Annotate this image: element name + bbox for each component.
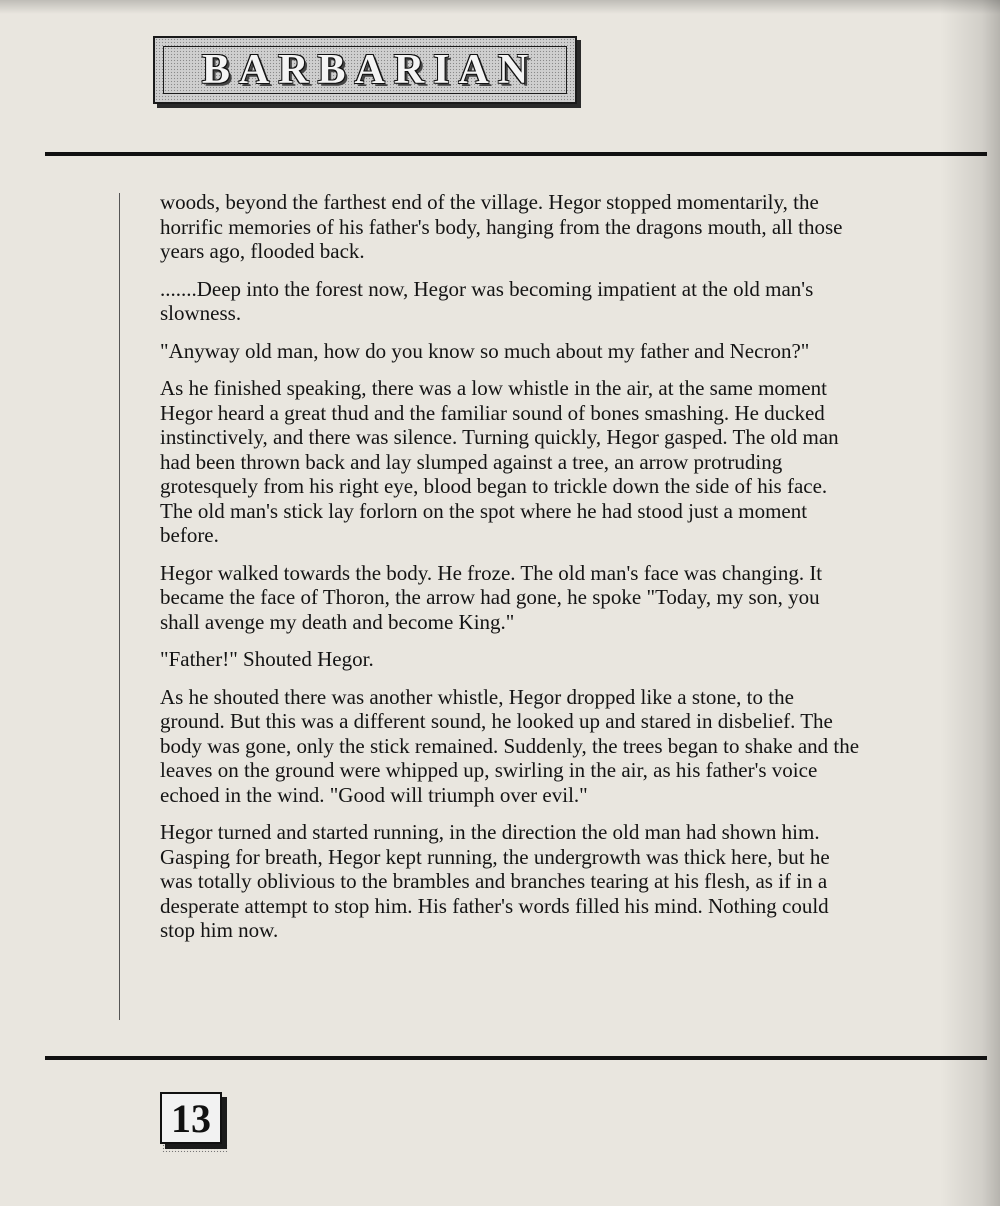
paragraph: "Father!" Shouted Hegor. [160, 647, 374, 671]
title-plate-inner-border [163, 46, 567, 94]
paragraph: Hegor walked towards the body. He froze. The old man's face was changing. It became the face of Thoron, the arrow had gone, he spoke "Today, my son, you shall avenge my death and become King." [160, 560, 823, 634]
paragraph: .......Deep into the forest now, Hegor was becoming impatient at the old man's slowness. [160, 276, 814, 325]
page-top-shadow [0, 0, 1000, 14]
page-edge-shadow [940, 0, 1000, 1206]
page-title: BARBARIAN [201, 47, 538, 93]
paragraph: As he finished speaking, there was a low whistle in the air, at the same moment Hegor heard a great thud and the familiar sound of bones smashing. He ducked instinctively, and there was silence. Turning quickly, Hegor gasped. The old man had been thrown back and lay slumped against a tree, an arrow protruding grotesquely from his right eye, blood began to trickle down the side of his face. The old man's stick lay forlorn on the spot where he had stood just a moment before. [160, 376, 839, 547]
top-rule [45, 152, 987, 156]
bottom-rule [45, 1056, 987, 1060]
left-margin-line [119, 193, 120, 1020]
page-number-shadow-dots [162, 1144, 228, 1152]
paragraph: Hegor turned and started running, in the direction the old man had shown him. Gasping for breath, Hegor kept running, the undergrowth was thick here, but he was totally oblivious to the brambles and branches tearing at his flesh, as if in a desperate attempt to stop him. His father's words filled his mind. Nothing could stop him now. [160, 820, 830, 942]
paragraph: woods, beyond the farthest end of the village. Hegor stopped momentarily, the horrific memories of his father's body, hanging from the dragons mouth, all those years ago, flooded back. [160, 190, 843, 263]
story-text [160, 190, 860, 956]
page-number: 13 [160, 1092, 222, 1144]
paragraph: As he shouted there was another whistle, Hegor dropped like a stone, to the ground. But this was a different sound, he looked up and stared in disbelief. The body was gone, only the stick remained. Suddenly, the trees began to shake and the leaves on the ground were whipped up, swirling in the air, as his father's voice echoed in the wind. "Good will triumph over evil." [160, 684, 860, 807]
title-plate [153, 36, 577, 104]
paragraph: "Anyway old man, how do you know so much about my father and Necron?" [160, 338, 810, 363]
